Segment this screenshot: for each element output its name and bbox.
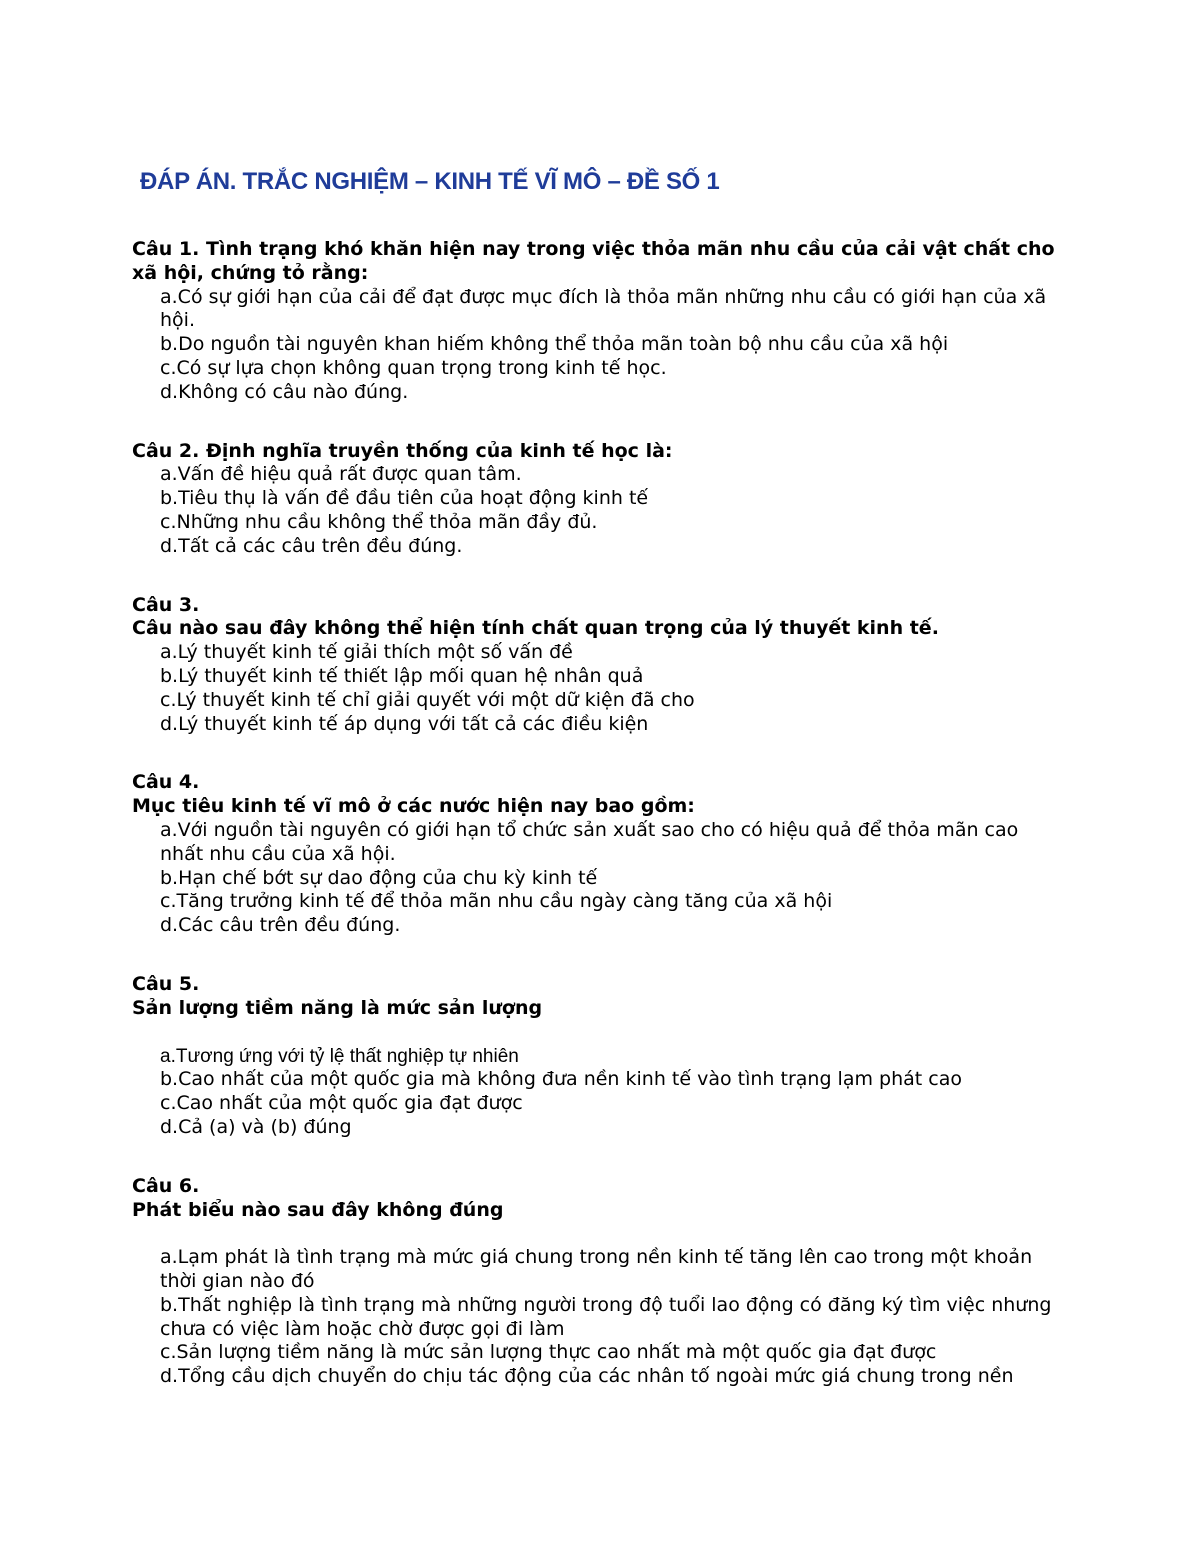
question-4-text: Mục tiêu kinh tế vĩ mô ở các nước hiện nay bao gồm: [132, 795, 695, 818]
option-b: b.Cao nhất của một quốc gia mà không đưa nền kinh tế vào tình trạng lạm phát cao [160, 1068, 962, 1091]
question-2-number: Câu 2. [132, 439, 200, 462]
question-1-number: Câu 1. [132, 238, 200, 260]
question-4-number: Câu 4. [132, 771, 200, 794]
spacer [132, 1222, 1062, 1246]
question-2-options [132, 463, 1062, 558]
question-6-options [132, 1246, 1062, 1389]
question-1-header [132, 238, 1062, 286]
option-b: b.Hạn chế bớt sự dao động của chu kỳ kinh tế [160, 866, 598, 889]
question-1 [132, 238, 1062, 405]
question-3-number: Câu 3. [132, 593, 200, 616]
option-d: d.Lý thuyết kinh tế áp dụng với tất cả các điều kiện [160, 712, 649, 735]
option-c: c.Tăng trưởng kinh tế để thỏa mãn nhu cầu ngày càng tăng của xã hội [160, 890, 833, 913]
option-b: b.Do nguồn tài nguyên khan hiếm không thể thỏa mãn toàn bộ nhu cầu của xã hội [160, 333, 949, 356]
question-2 [132, 440, 1062, 559]
option-a: a.Tương ứng với tỷ lệ thất nghiệp tự nhiên [160, 1045, 519, 1067]
option-c: c.Cao nhất của một quốc gia đạt được [160, 1092, 523, 1115]
option-b: b.Tiêu thụ là vấn đề đầu tiên của hoạt động kinh tế [160, 487, 649, 510]
option-c: c.Có sự lựa chọn không quan trọng trong kinh tế học. [160, 356, 667, 379]
question-5-options [132, 1045, 1062, 1140]
option-a: a.Vấn đề hiệu quả rất được quan tâm. [160, 463, 522, 486]
option-c: c.Sản lượng tiềm năng là mức sản lượng thực cao nhất mà một quốc gia đạt được [160, 1341, 937, 1364]
question-list [132, 238, 1062, 1424]
option-a: a.Có sự giới hạn của cải để đạt được mục đích là thỏa mãn những nhu cầu có giới hạn của xã hội. [160, 285, 1047, 332]
option-a: a.Lạm phát là tình trạng mà mức giá chung trong nền kinh tế tăng lên cao trong một khoản thời gian nào đó [160, 1246, 1033, 1293]
question-6 [132, 1175, 1062, 1389]
question-1-text: Tình trạng khó khăn hiện nay trong việc thỏa mãn nhu cầu của cải vật chất cho xã hội, chứng tỏ rằng: [132, 238, 1055, 284]
question-5-number: Câu 5. [132, 972, 200, 995]
question-4-options [132, 819, 1062, 938]
question-2-header [132, 440, 1062, 464]
question-6-number: Câu 6. [132, 1174, 200, 1197]
option-c: c.Những nhu cầu không thể thỏa mãn đầy đủ. [160, 510, 598, 533]
option-a: a.Lý thuyết kinh tế giải thích một số vấn đề [160, 641, 573, 664]
question-3 [132, 594, 1062, 737]
question-5-text: Sản lượng tiềm năng là mức sản lượng [132, 996, 543, 1019]
option-d: d.Cả (a) và (b) đúng [160, 1115, 352, 1138]
option-b: b.Lý thuyết kinh tế thiết lập mối quan hệ nhân quả [160, 664, 644, 687]
option-d: d.Không có câu nào đúng. [160, 380, 409, 403]
document-title: ĐÁP ÁN. TRẮC NGHIỆM – KINH TẾ VĨ MÔ – ĐỀ SỐ 1 [140, 168, 720, 195]
option-b: b.Thất nghiệp là tình trạng mà những người trong độ tuổi lao động có đăng ký tìm việc nhưng chưa có việc làm hoặc chờ được gọi đi làm [160, 1293, 1052, 1340]
question-4 [132, 771, 1062, 938]
option-a: a.Với nguồn tài nguyên có giới hạn tổ chức sản xuất sao cho có hiệu quả để thỏa mãn cao nhất nhu cầu của xã hội. [160, 818, 1019, 865]
question-3-options [132, 641, 1062, 736]
question-2-text: Định nghĩa truyền thống của kinh tế học là: [205, 439, 673, 462]
option-d: d.Các câu trên đều đúng. [160, 914, 401, 937]
option-d: d.Tổng cầu dịch chuyển do chịu tác động của các nhân tố ngoài mức giá chung trong nền [160, 1365, 1014, 1388]
spacer [132, 1021, 1062, 1045]
option-d: d.Tất cả các câu trên đều đúng. [160, 534, 463, 557]
option-c: c.Lý thuyết kinh tế chỉ giải quyết với một dữ kiện đã cho [160, 688, 695, 711]
question-5 [132, 973, 1062, 1140]
question-3-text: Câu nào sau đây không thể hiện tính chất quan trọng của lý thuyết kinh tế. [132, 617, 939, 640]
question-6-text: Phát biểu nào sau đây không đúng [132, 1198, 504, 1221]
question-1-options [132, 286, 1062, 405]
